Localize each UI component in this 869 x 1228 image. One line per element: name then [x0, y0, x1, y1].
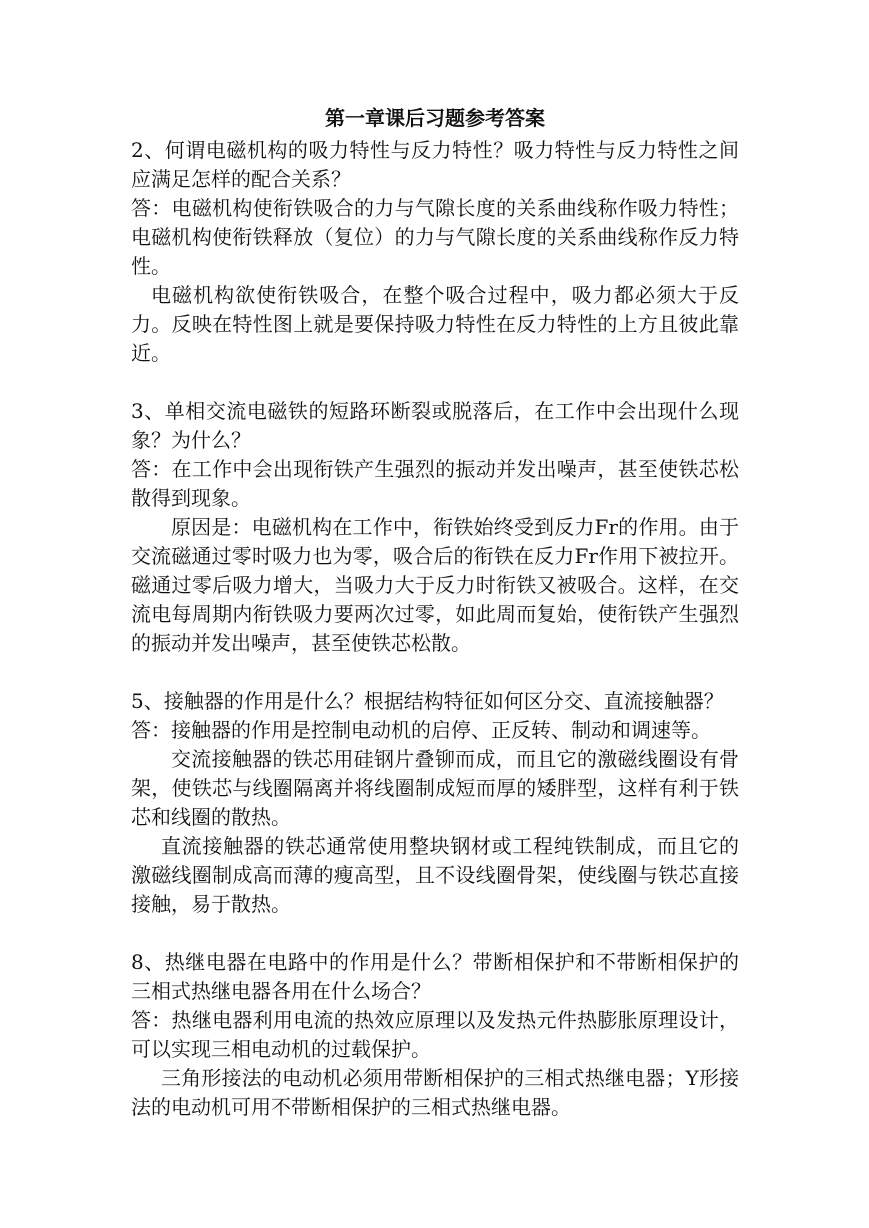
answer-text: 答：接触器的作用是控制电动机的启停、正反转、制动和调速等。 [131, 718, 711, 742]
answer-paragraph: 原因是：电磁机构在工作中，衔铁始终受到反力Fr的作用。由于交流磁通过零时吸力也为零，吸合后的衔铁在反力Fr作用下被拉开。磁通过零后吸力增大，当吸力大于反力时衔铁又被吸合。这样，在交流电每周期内衔铁吸力要两次过零，如此周而复始，使衔铁产生强烈的振动并发出噪声，甚至使铁芯松散。 [131, 515, 739, 655]
answer-text: 答：热继电器利用电流的热效应原理以及发热元件热膨胀原理设计，可以实现三相电动机的过载保护。 [131, 1008, 739, 1061]
section-q8 [131, 948, 739, 1122]
question-text: 2、何谓电磁机构的吸力特性与反力特性？吸力特性与反力特性之间应满足怎样的配合关系？ [131, 138, 739, 191]
section-spacer [131, 919, 739, 948]
answer-paragraph: 交流接触器的铁芯用硅钢片叠铆而成，而且它的激磁线圈设有骨架，使铁芯与线圈隔离并将线圈制成短而厚的矮胖型，这样有利于铁芯和线圈的散热。 [131, 747, 739, 829]
document-page [131, 100, 739, 1122]
answer-paragraph: 电磁机构欲使衔铁吸合，在整个吸合过程中，吸力都必须大于反力。反映在特性图上就是要保持吸力特性在反力特性的上方且彼此靠近。 [131, 283, 739, 365]
question-text: 5、接触器的作用是什么？根据结构特征如何区分交、直流接触器？ [131, 689, 724, 713]
question-text: 3、单相交流电磁铁的短路环断裂或脱落后，在工作中会出现什么现象？为什么？ [131, 399, 739, 452]
answer-text: 答：在工作中会出现衔铁产生强烈的振动并发出噪声，甚至使铁芯松散得到现象。 [131, 457, 739, 510]
answer-paragraph: 三角形接法的电动机必须用带断相保护的三相式热继电器；Y形接法的电动机可用不带断相保护的三相式热继电器。 [131, 1066, 739, 1119]
section-q5 [131, 687, 739, 919]
question-text: 8、热继电器在电路中的作用是什么？带断相保护和不带断相保护的三相式热继电器各用在什么场合？ [131, 950, 739, 1003]
answer-paragraph: 直流接触器的铁芯通常使用整块钢材或工程纯铁制成，而且它的激磁线圈制成高而薄的瘦高型，且不设线圈骨架，使线圈与铁芯直接接触，易于散热。 [131, 834, 739, 916]
section-q2 [131, 136, 739, 368]
section-spacer [131, 658, 739, 687]
section-spacer [131, 368, 739, 397]
document-title: 第一章课后习题参考答案 [325, 106, 545, 130]
answer-text: 答：电磁机构使衔铁吸合的力与气隙长度的关系曲线称作吸力特性；电磁机构使衔铁释放（复位）的力与气隙长度的关系曲线称作反力特性。 [131, 196, 739, 278]
section-q3 [131, 397, 739, 658]
